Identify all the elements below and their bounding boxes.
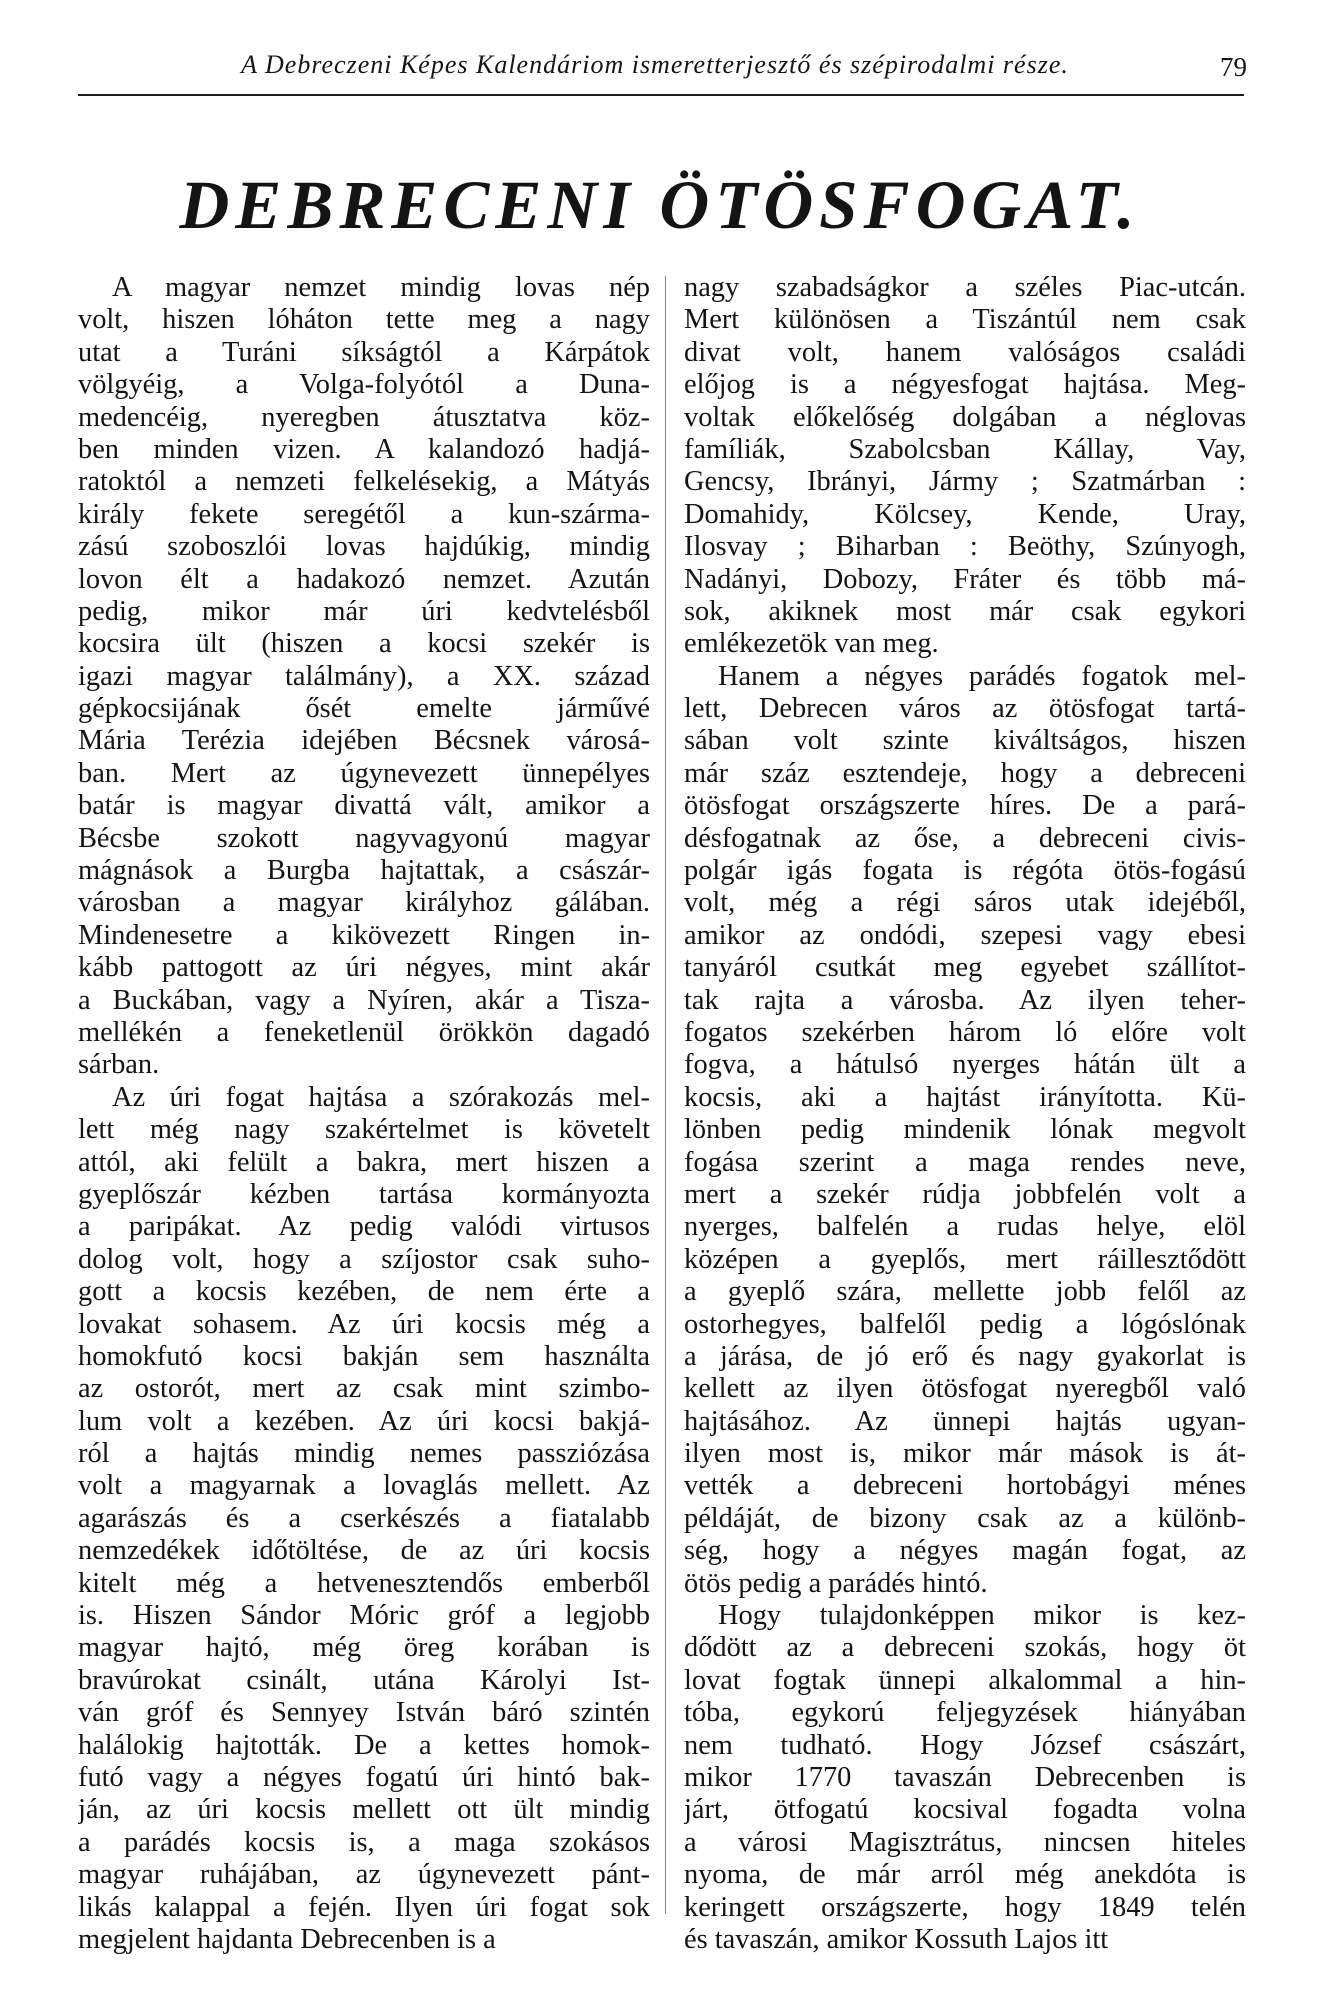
text-line: keringett országszerte, hogy 1849 telén bbox=[684, 1891, 1246, 1923]
text-line: kocsira ült (hiszen a kocsi szekér is bbox=[78, 628, 650, 660]
text-line: batár is magyar divattá vált, amikor a bbox=[78, 790, 650, 822]
text-line: fogatos szekérben három ló előre volt bbox=[684, 1016, 1246, 1048]
text-line: tanyáról csutkát meg egyebet szállítot- bbox=[684, 952, 1246, 984]
text-line: a parádés kocsis is, a maga szokásos bbox=[78, 1826, 650, 1858]
page-number: 79 bbox=[1220, 52, 1247, 82]
text-line: tak rajta a városba. Az ilyen teher- bbox=[684, 984, 1246, 1016]
text-line: nyerges, balfelén a rudas helye, elöl bbox=[684, 1211, 1246, 1243]
text-line: sában volt szinte kiváltságos, hiszen bbox=[684, 725, 1246, 757]
column-divider bbox=[665, 276, 666, 1914]
text-line: polgár igás fogata is régóta ötös-fogású bbox=[684, 855, 1246, 887]
text-line: mágnások a Burgba hajtattak, a császár- bbox=[78, 855, 650, 887]
text-line: désfogatnak az őse, a debreceni civis- bbox=[684, 822, 1246, 854]
text-line: volt, még a régi sáros utak idejéből, bbox=[684, 887, 1246, 919]
text-line: gyeplőszár kézben tartása kormányozta bbox=[78, 1178, 650, 1210]
text-line: A magyar nemzet mindig lovas nép bbox=[112, 272, 650, 303]
text-line: volt, hiszen lóháton tette meg a nagy bbox=[78, 304, 650, 336]
text-line: emlékezetök van meg. bbox=[684, 628, 939, 660]
text-line: lovat fogtak ünnepi alkalommal a hin- bbox=[684, 1664, 1246, 1696]
text-line: tóba, egykorú feljegyzések hiányában bbox=[684, 1697, 1246, 1729]
text-line: Domahidy, Kölcsey, Kende, Uray, bbox=[684, 498, 1246, 530]
text-line: a járása, de jó erő és nagy gyakorlat is bbox=[684, 1340, 1246, 1372]
text-line: kább pattogott az úri négyes, mint akár bbox=[78, 952, 650, 984]
text-line: lett még nagy szakértelmet is követelt bbox=[78, 1114, 650, 1146]
text-line: Az úri fogat hajtása a szórakozás mel- bbox=[112, 1081, 650, 1113]
text-line: megjelent hajdanta Debrecenben is a bbox=[78, 1923, 496, 1955]
text-line: magyar ruhájában, az úgynevezett pánt- bbox=[78, 1859, 650, 1891]
text-line: lum volt a kezében. Az úri kocsi bakjá- bbox=[78, 1405, 650, 1437]
text-line: volt a magyarnak a lovaglás mellett. Az bbox=[78, 1470, 650, 1502]
text-line: famíliák, Szabolcsban Kállay, Vay, bbox=[684, 433, 1246, 465]
text-line: gépkocsijának ősét emelte járművé bbox=[78, 693, 650, 725]
text-line: bravúrokat csinált, utána Károlyi Ist- bbox=[78, 1664, 650, 1696]
text-line: nagy szabadságkor a széles Piac-utcán. bbox=[684, 272, 1246, 303]
text-line: Mindenesetre a kikövezett Ringen in- bbox=[78, 919, 650, 951]
text-line: futó vagy a négyes fogatú úri hintó bak- bbox=[78, 1761, 650, 1793]
text-line: előjog is a négyesfogat hajtása. Meg- bbox=[684, 369, 1246, 401]
text-line: dődött az a debreceni szokás, hogy öt bbox=[684, 1632, 1246, 1664]
text-line: fogva, a hátulsó nyerges hátán ült a bbox=[684, 1049, 1246, 1081]
text-line: példáját, de bizony csak az a különb- bbox=[684, 1502, 1246, 1534]
text-line: medencéig, nyeregben átusztatva köz- bbox=[78, 401, 650, 433]
text-line: igazi magyar találmány), a XX. század bbox=[78, 660, 650, 692]
text-line: Mert különösen a Tiszántúl nem csak bbox=[684, 304, 1246, 336]
running-head: A Debreczeni Képes Kalendáriom ismeretterjesztő és szépirodalmi része. bbox=[241, 50, 1069, 79]
text-line: fogása szerint a maga rendes neve, bbox=[684, 1146, 1246, 1178]
text-line: járt, ötfogatú kocsival fogadta volna bbox=[684, 1794, 1246, 1826]
text-line: Hanem a négyes parádés fogatok mel- bbox=[718, 660, 1246, 692]
text-line: Hogy tulajdonképpen mikor is kez- bbox=[718, 1600, 1246, 1632]
text-line: utat a Turáni síkságtól a Kárpátok bbox=[78, 336, 650, 368]
text-line: Mária Terézia idejében Bécsnek városá- bbox=[78, 725, 650, 757]
text-line: völgyéig, a Volga-folyótól a Duna- bbox=[78, 369, 650, 401]
text-line: sárban. bbox=[78, 1049, 160, 1081]
text-line: ván gróf és Sennyey István báró szintén bbox=[78, 1697, 650, 1729]
text-line: mikor 1770 tavaszán Debrecenben is bbox=[684, 1761, 1246, 1793]
text-line: Bécsbe szokott nagyvagyonú magyar bbox=[78, 822, 650, 854]
text-line: lönben pedig mindenik lónak megvolt bbox=[684, 1114, 1246, 1146]
text-line: a gyeplő szára, mellette jobb felől az bbox=[684, 1276, 1246, 1308]
text-line: városban a magyar királyhoz gálában. bbox=[78, 887, 650, 919]
text-line: ratoktól a nemzeti felkelésekig, a Mátyás bbox=[78, 466, 650, 498]
text-line: középen a gyeplős, mert ráillesztődött bbox=[684, 1243, 1246, 1275]
text-line: agarászás és a cserkészés a fiatalabb bbox=[78, 1502, 650, 1534]
text-line: magyar hajtó, még öreg korában is bbox=[78, 1632, 650, 1664]
text-line: homokfutó kocsi bakján sem használta bbox=[78, 1340, 650, 1372]
text-line: pedig, mikor már úri kedvtelésből bbox=[78, 595, 650, 627]
left-column bbox=[78, 272, 650, 1956]
text-line: ilyen most is, mikor már mások is át- bbox=[684, 1438, 1246, 1470]
text-line: nem tudható. Hogy József császárt, bbox=[684, 1729, 1246, 1761]
text-line: likás kalappal a fején. Ilyen úri fogat sok bbox=[78, 1891, 650, 1923]
header-rule bbox=[78, 94, 1244, 96]
text-line: ról a hajtás mindig nemes passziózása bbox=[78, 1438, 650, 1470]
text-line: kitelt még a hetvenesztendős emberből bbox=[78, 1567, 650, 1599]
text-line: ben minden vizen. A kalandozó hadjá- bbox=[78, 433, 650, 465]
text-line: ötösfogat országszerte híres. De a pará- bbox=[684, 790, 1246, 822]
text-line: Ilosvay ; Biharban : Beöthy, Szúnyogh, bbox=[684, 531, 1246, 563]
text-line: a Buckában, vagy a Nyíren, akár a Tisza- bbox=[78, 984, 650, 1016]
text-line: ötös pedig a parádés hintó. bbox=[684, 1567, 988, 1599]
text-line: kellett az ilyen ötösfogat nyeregből való bbox=[684, 1373, 1246, 1405]
text-line: halálokig hajtották. De a kettes homok- bbox=[78, 1729, 650, 1761]
text-line: dolog volt, hogy a szíjostor csak suho- bbox=[78, 1243, 650, 1275]
text-line: vették a debreceni hortobágyi ménes bbox=[684, 1470, 1246, 1502]
text-line: kocsis, aki a hajtást irányította. Kü- bbox=[684, 1081, 1246, 1113]
text-line: az ostorót, mert az csak mint szimbo- bbox=[78, 1373, 650, 1405]
text-line: divat volt, hanem valóságos családi bbox=[684, 336, 1246, 368]
text-line: Gencsy, Ibrányi, Jármy ; Szatmárban : bbox=[684, 466, 1246, 498]
text-line: is. Hiszen Sándor Móric gróf a legjobb bbox=[78, 1600, 650, 1632]
right-column bbox=[684, 272, 1246, 1956]
text-line: nyoma, de már arról még anekdóta is bbox=[684, 1859, 1246, 1891]
text-line: király fekete seregétől a kun-szárma- bbox=[78, 498, 650, 530]
text-line: ség, hogy a négyes magán fogat, az bbox=[684, 1535, 1246, 1567]
text-line: gott a kocsis kezében, de nem érte a bbox=[78, 1276, 650, 1308]
text-line: ban. Mert az úgynevezett ünnepélyes bbox=[78, 757, 650, 789]
text-line: hajtásához. Az ünnepi hajtás ugyan- bbox=[684, 1405, 1246, 1437]
text-line: lovon élt a hadakozó nemzet. Azután bbox=[78, 563, 650, 595]
text-line: sok, akiknek most már csak egykori bbox=[684, 595, 1246, 627]
text-line: zású szoboszlói lovas hajdúkig, mindig bbox=[78, 531, 650, 563]
article-title: DEBRECENI ÖTÖSFOGAT. bbox=[179, 167, 1141, 243]
text-line: attól, aki felült a bakra, mert hiszen a bbox=[78, 1146, 650, 1178]
text-line: ostorhegyes, balfelől pedig a lógóslónak bbox=[684, 1308, 1246, 1340]
text-line: a városi Magisztrátus, nincsen hiteles bbox=[684, 1826, 1246, 1858]
text-line: nemzedékek időtöltése, de az úri kocsis bbox=[78, 1535, 650, 1567]
text-line: és tavaszán, amikor Kossuth Lajos itt bbox=[684, 1923, 1109, 1955]
text-line: Nadányi, Dobozy, Fráter és több má- bbox=[684, 563, 1246, 595]
text-line: voltak előkelőség dolgában a néglovas bbox=[684, 401, 1246, 433]
text-line: mellékén a feneketlenül örökkön dagadó bbox=[78, 1016, 650, 1048]
text-line: lovakat sohasem. Az úri kocsis még a bbox=[78, 1308, 650, 1340]
text-line: mert a szekér rúdja jobbfelén volt a bbox=[684, 1178, 1246, 1210]
text-line: ján, az úri kocsis mellett ott ült mindig bbox=[78, 1794, 650, 1826]
text-line: már száz esztendeje, hogy a debreceni bbox=[684, 757, 1246, 789]
text-line: lett, Debrecen város az ötösfogat tartá- bbox=[684, 693, 1246, 725]
text-line: a paripákat. Az pedig valódi virtusos bbox=[78, 1211, 650, 1243]
text-line: amikor az ondódi, szepesi vagy ebesi bbox=[684, 919, 1246, 951]
